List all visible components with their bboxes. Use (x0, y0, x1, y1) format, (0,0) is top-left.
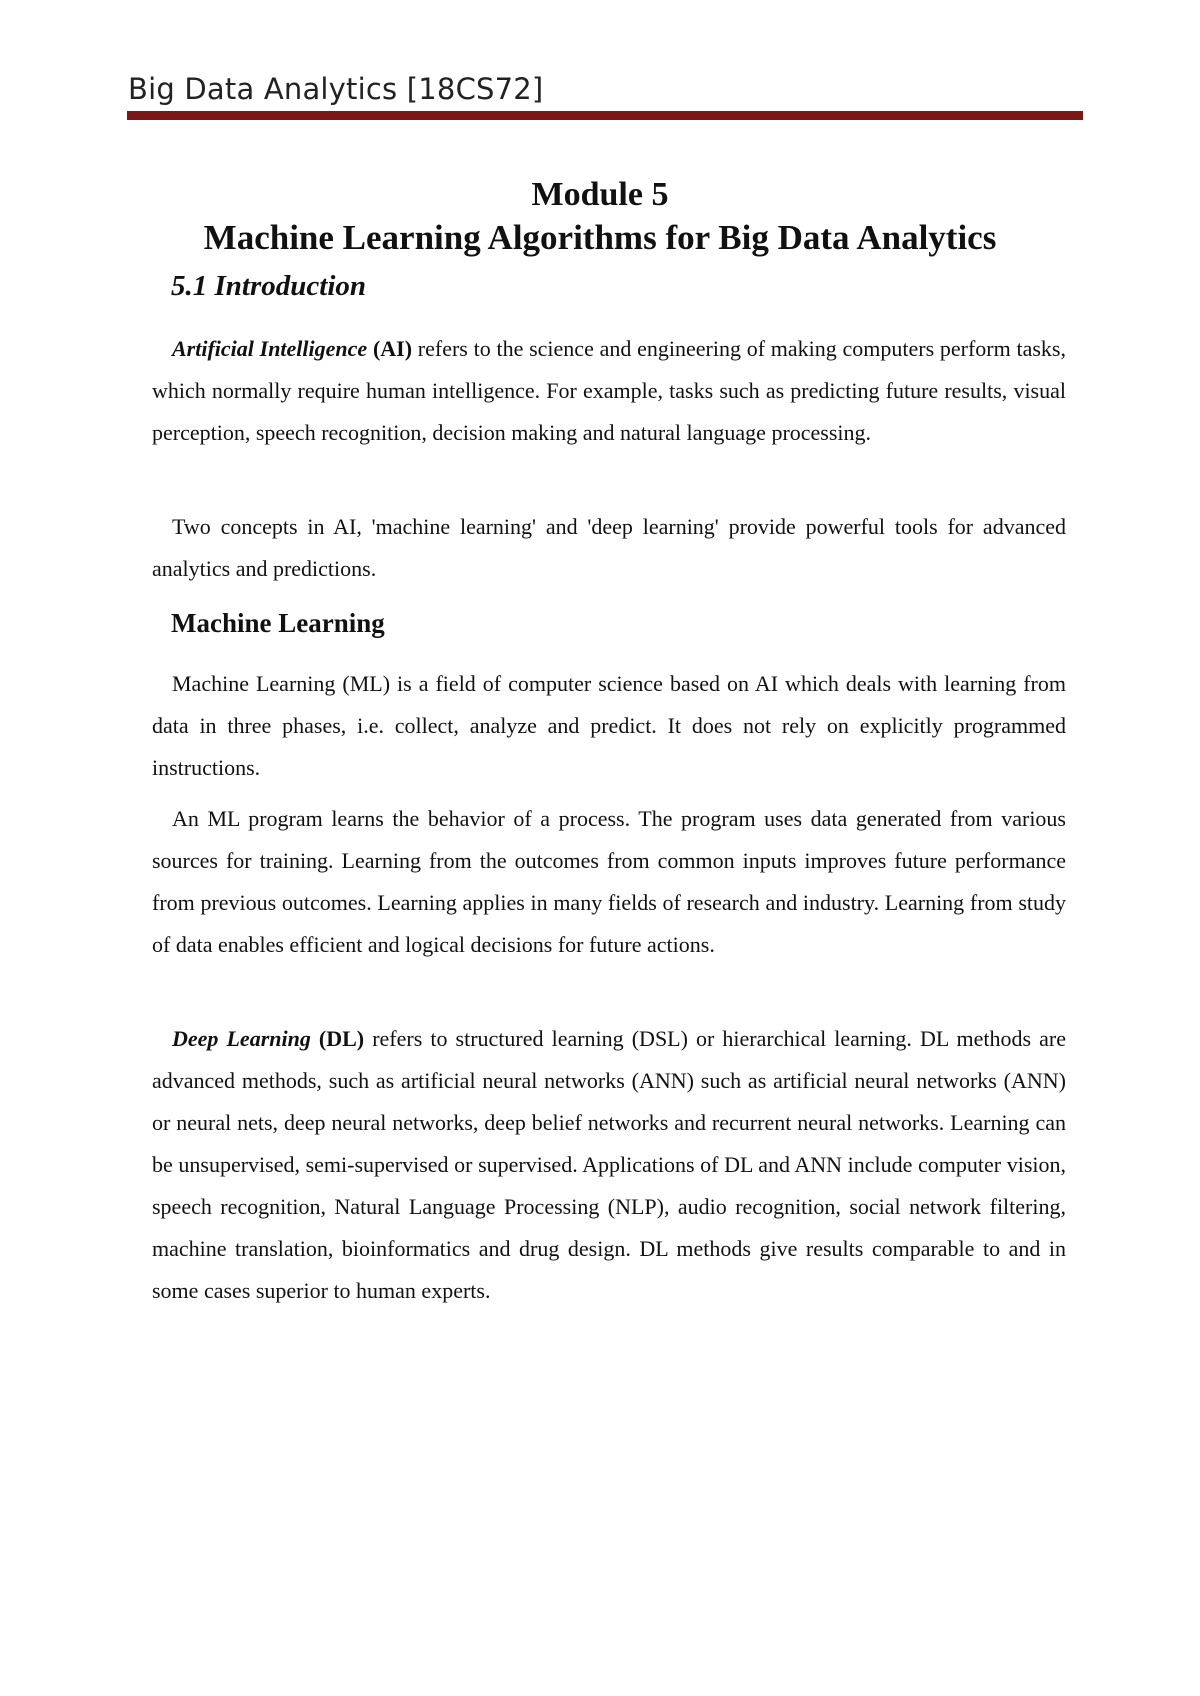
paragraph-ml-definition: Machine Learning (ML) is a field of computer science based on AI which deals with learning from data in three phases, i.e. collect, analyze and predict. It does not rely on explicitly programmed instructions. (152, 671, 1066, 780)
subheading-machine-learning: Machine Learning (171, 608, 385, 638)
running-header: Big Data Analytics [18CS72] (128, 72, 544, 106)
paragraph-deep-learning (152, 1018, 1066, 1312)
paragraph-ml-program: An ML program learns the behavior of a process. The program uses data generated from various sources for training. Learning from the outcomes from common inputs improves future performance from previous outcomes. Learning applies in many fields of research and industry. Learning from study of data enables efficient and logical decisions for future actions. (152, 806, 1066, 957)
paragraph-ai-text: refers to the science and engineering of making computers perform tasks, which normally require human intelligence. For example, tasks such as predicting future results, visual perception, speech recognition, decision making and natural language processing. (152, 336, 1066, 445)
page-title: Machine Learning Algorithms for Big Data Analytics (203, 218, 997, 257)
term-abbr-ai: (AI) (372, 336, 413, 361)
term-artificial-intelligence: Artificial Intelligence (172, 336, 368, 361)
section-heading: 5.1 Introduction (171, 270, 366, 302)
term-abbr-dl: (DL) (318, 1026, 365, 1051)
paragraph-dl-text: refers to structured learning (DSL) or hierarchical learning. DL methods are advanced methods, such as artificial neural networks (ANN) such as artificial neural networks (ANN) or neural nets, deep neural networks, deep belief networks and recurrent neural networks. Learning can be unsupervised, semi-supervised or supervised. Applications of DL and ANN include computer vision, speech recognition, Natural Language Processing (NLP), audio recognition, social network filtering, machine translation, bioinformatics and drug design. DL methods give results comparable to and in some cases superior to human experts. (152, 1026, 1067, 1303)
paragraph-concepts: Two concepts in AI, 'machine learning' and 'deep learning' provide powerful tools for advanced analytics and predictions. (152, 514, 1066, 581)
module-title: Module 5 (531, 176, 669, 213)
paragraph-ai-definition (152, 328, 1066, 454)
term-deep-learning: Deep Learning (172, 1026, 311, 1051)
header-rule (127, 111, 1083, 120)
